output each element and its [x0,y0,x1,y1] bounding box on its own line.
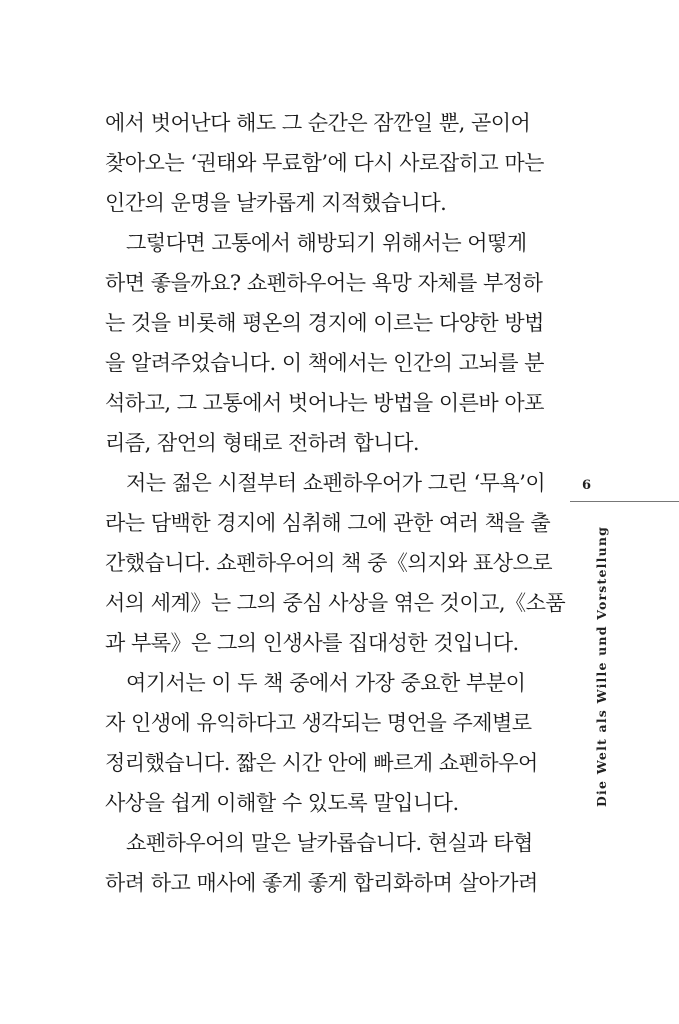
text-line: 찾아오는 ‘권태와 무료함’에 다시 사로잡히고 마는 [105,151,544,175]
text-line: 자 인생에 유익하다고 생각되는 명언을 주제별로 [105,711,532,735]
text-line: 리즘, 잠언의 형태로 전하려 합니다. [105,431,420,455]
text-line: 을 알려주었습니다. 이 책에서는 인간의 고뇌를 분 [105,351,544,375]
text-line: 인간의 운명을 날카롭게 지적했습니다. [105,191,447,215]
running-title: Die Welt als Wille und Vorstellung [594,525,609,807]
text-line: 정리했습니다. 짧은 시간 안에 빠르게 쇼펜하우어 [105,751,538,775]
page-number: 6 [582,478,592,493]
text-line: 라는 담백한 경지에 심취해 그에 관한 여러 책을 출 [105,511,551,535]
text-line: 는 것을 비롯해 평온의 경지에 이르는 다양한 방법 [105,311,544,335]
margin-divider [570,501,679,502]
text-line: 서의 세계》는 그의 중심 사상을 엮은 것이고,《소품 [105,591,566,615]
text-line: 쇼펜하우어의 말은 날카롭습니다. 현실과 타협 [126,831,533,855]
text-line: 간했습니다. 쇼펜하우어의 책 중《의지와 표상으로 [105,551,553,575]
text-line: 사상을 쉽게 이해할 수 있도록 말입니다. [105,791,459,815]
body-text [105,103,566,903]
text-line: 그렇다면 고통에서 해방되기 위해서는 어떻게 [126,231,527,255]
text-line: 과 부록》은 그의 인생사를 집대성한 것입니다. [105,631,519,655]
text-line: 하면 좋을까요? 쇼펜하우어는 욕망 자체를 부정하 [105,271,543,295]
text-line: 에서 벗어난다 해도 그 순간은 잠깐일 뿐, 곧이어 [105,111,531,135]
text-line: 여기서는 이 두 책 중에서 가장 중요한 부분이 [126,671,526,695]
text-line: 하려 하고 매사에 좋게 좋게 합리화하며 살아가려 [105,871,538,895]
text-line: 저는 젊은 시절부터 쇼펜하우어가 그린 ‘무욕’이 [126,471,546,495]
text-line: 석하고, 그 고통에서 벗어나는 방법을 이른바 아포 [105,391,544,415]
